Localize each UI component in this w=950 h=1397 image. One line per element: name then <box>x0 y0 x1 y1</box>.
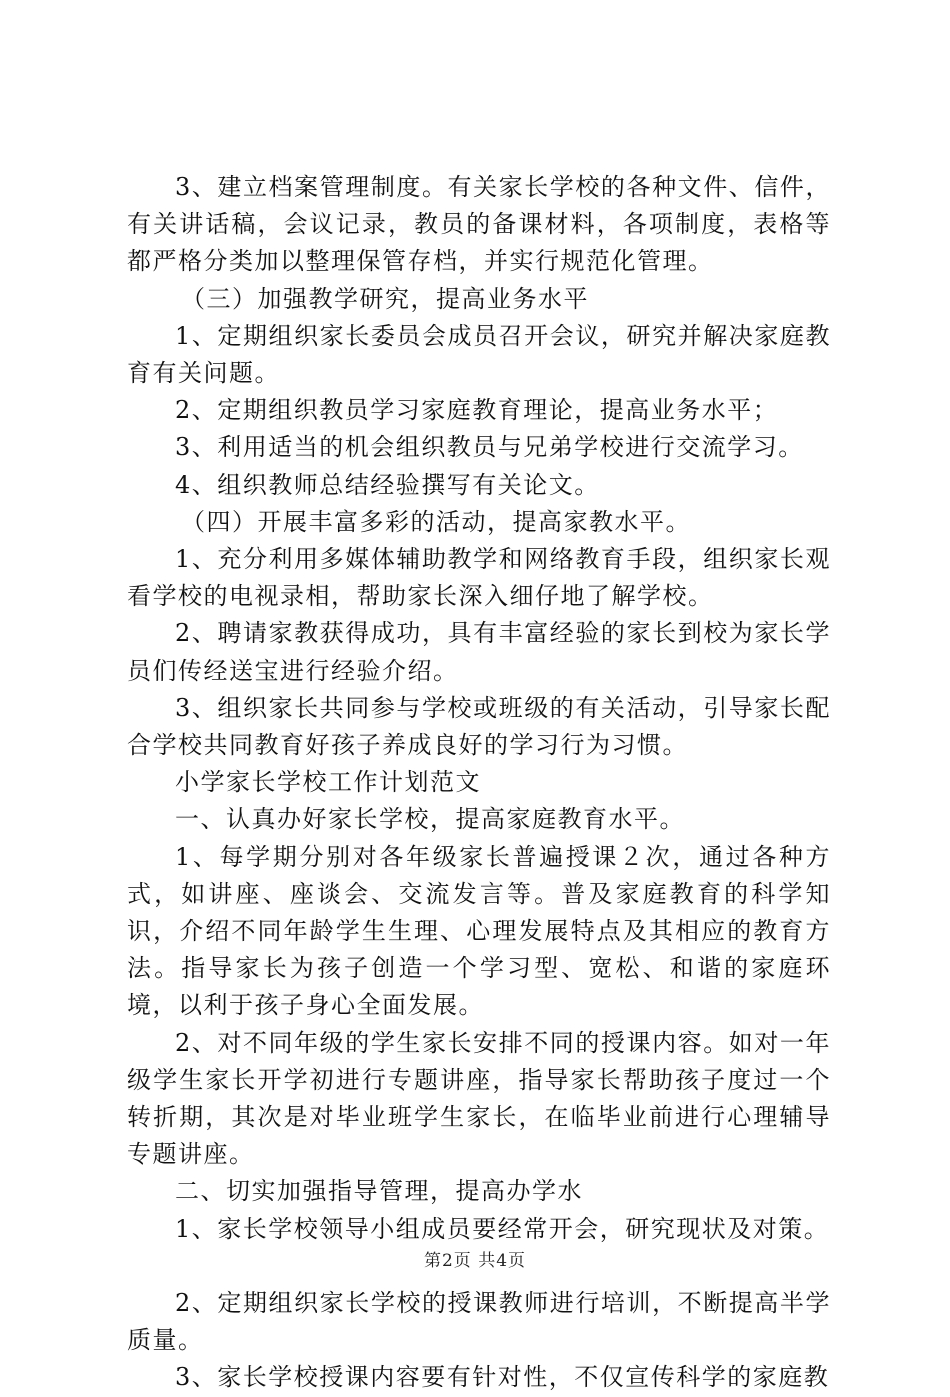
paragraph-paper-writing: 4、组织教师总结经验撰写有关论文。 <box>175 470 600 499</box>
paragraph-archive-management: 3、建立档案管理制度。有关家长学校的各种文件、信件，有关讲话稿，会议记录，教员的备课材料，各项制度，表格等都严格分类加以整理保管存档，并实行规范化管理。 <box>127 173 831 276</box>
paragraph-experienced-parents: 2、聘请家教获得成功，具有丰富经验的家长到校为家长学员们传经送宝进行经验介绍。 <box>127 619 831 685</box>
section-heading-3: （三）加强教学研究，提高业务水平 <box>181 284 589 313</box>
document-body <box>127 169 831 1397</box>
section-heading-one: 一、认真办好家长学校，提高家庭教育水平。 <box>175 805 685 834</box>
document-subtitle: 小学家长学校工作计划范文 <box>175 768 481 797</box>
paragraph-leadership-meetings: 1、家长学校领导小组成员要经常开会，研究现状及对策。 <box>175 1214 830 1243</box>
paragraph-grade-content: 2、对不同年级的学生家长安排不同的授课内容。如对一年级学生家长开学初进行专题讲座，指导家长帮助孩子度过一个转折期，其次是对毕业班学生家长，在临毕业前进行心理辅导专题讲座。 <box>127 1028 831 1169</box>
paragraph-multimedia: 1、充分利用多媒体辅助教学和网络教育手段，组织家长观看学校的电视录相，帮助家长深入细仔地了解学校。 <box>127 545 831 611</box>
paragraph-school-exchange: 3、利用适当的机会组织教员与兄弟学校进行交流学习。 <box>175 433 804 462</box>
section-heading-4: （四）开展丰富多彩的活动，提高家教水平。 <box>181 507 691 536</box>
paragraph-committee-meetings: 1、定期组织家长委员会成员召开会议，研究并解决家庭教育有关问题。 <box>127 321 831 388</box>
page-number: 第2页 共4页 <box>423 1251 527 1271</box>
paragraph-teacher-study: 2、定期组织教员学习家庭教育理论，提高业务水平； <box>175 396 779 425</box>
paragraph-joint-activities: 3、组织家长共同参与学校或班级的有关活动，引导家长配合学校共同教育好孩子养成良好的学习行为习惯。 <box>127 693 831 760</box>
paragraph-lectures: 1、每学期分别对各年级家长普遍授课２次，通过各种方式，如讲座、座谈会、交流发言等。普及家庭教育的科学知识，介绍不同年龄学生生理、心理发展特点及其相应的教育方法。指导家长为孩子创造一个学习型、宽松、和谐的家庭环境，以利于孩子身心全面发展。 <box>127 842 831 1020</box>
paragraph-targeted-content: 3、家长学校授课内容要有针对性，不仅宣传科学的家庭教 <box>175 1363 830 1392</box>
paragraph-teacher-training: 2、定期组织家长学校的授课教师进行培训，不断提高半学质量。 <box>127 1288 831 1355</box>
section-heading-two: 二、切实加强指导管理，提高办学水 <box>175 1177 583 1206</box>
